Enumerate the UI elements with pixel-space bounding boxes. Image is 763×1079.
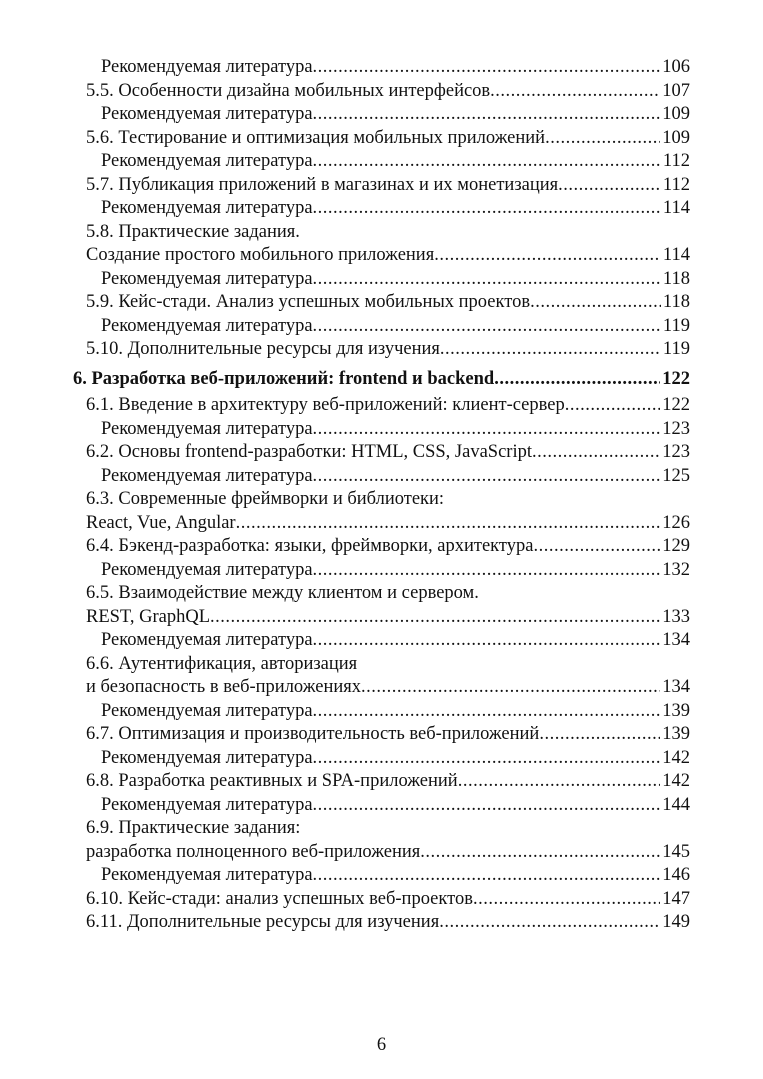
toc-entry-title: Рекомендуемая литература bbox=[101, 559, 313, 580]
toc-entry-page: 122 bbox=[662, 395, 690, 415]
toc-entry bbox=[0, 700, 763, 724]
dot-leader bbox=[473, 888, 660, 912]
toc-entry-title: 5.10. Дополнительные ресурсы для изучения bbox=[86, 339, 440, 359]
toc-entry-page: 134 bbox=[662, 630, 690, 650]
toc-entry bbox=[0, 535, 763, 559]
dot-leader bbox=[532, 441, 660, 465]
toc-entry bbox=[0, 441, 763, 465]
toc-entry-title: Рекомендуемая литература bbox=[101, 104, 313, 124]
toc-entry bbox=[0, 197, 763, 221]
toc-entry bbox=[0, 80, 763, 104]
toc-entry-page: 144 bbox=[662, 794, 690, 815]
dot-leader bbox=[565, 394, 661, 418]
toc-entry-title: 6.5. Взаимодействие между клиентом и сервером. bbox=[86, 583, 479, 603]
toc-entry-title: Создание простого мобильного приложения bbox=[86, 245, 435, 265]
toc-entry-title: React, Vue, Angular bbox=[86, 512, 236, 533]
dot-leader bbox=[558, 174, 661, 198]
toc-entry-page: 147 bbox=[662, 888, 690, 909]
toc-entry-title: Рекомендуемая литература bbox=[101, 747, 313, 768]
dot-leader bbox=[313, 864, 661, 888]
toc-entry-title: 5.9. Кейс-стади. Анализ успешных мобильных проектов bbox=[86, 292, 531, 312]
toc-entry-page: 139 bbox=[662, 724, 690, 744]
toc-entry-page: 145 bbox=[662, 841, 690, 862]
toc-entry-title: и безопасность в веб-приложениях bbox=[86, 677, 362, 697]
dot-leader bbox=[420, 841, 660, 865]
toc-entry-page: 123 bbox=[662, 442, 690, 462]
toc-entry bbox=[0, 653, 763, 677]
toc-entry-title: Рекомендуемая литература bbox=[101, 268, 313, 289]
toc-entry-page: 122 bbox=[662, 368, 690, 389]
toc-entry bbox=[0, 127, 763, 151]
toc-entry bbox=[0, 747, 763, 771]
toc-entry-title: Рекомендуемая литература bbox=[101, 865, 313, 885]
toc-entry-title: 6.6. Аутентификация, авторизация bbox=[86, 653, 358, 674]
toc-entry-title: 6.10. Кейс-стади: анализ успешных веб-проектов bbox=[86, 888, 473, 909]
dot-leader bbox=[361, 676, 660, 700]
toc-entry bbox=[0, 888, 763, 912]
table-of-contents bbox=[0, 56, 763, 935]
toc-entry-page: 107 bbox=[662, 80, 690, 101]
toc-entry-page: 118 bbox=[662, 292, 690, 312]
toc-entry-page: 112 bbox=[662, 174, 690, 195]
toc-entry-title: 6.3. Современные фреймворки и библиотеки: bbox=[86, 489, 445, 509]
toc-entry-page: 142 bbox=[662, 771, 690, 791]
toc-entry-page: 125 bbox=[662, 465, 690, 486]
toc-entry-title: 5.6. Тестирование и оптимизация мобильных приложений bbox=[86, 127, 546, 148]
dot-leader bbox=[313, 794, 661, 818]
toc-entry-title: 6.8. Разработка реактивных и SPA-приложений bbox=[86, 771, 458, 791]
toc-entry bbox=[0, 794, 763, 818]
dot-leader bbox=[494, 368, 660, 392]
toc-entry-title: Рекомендуемая литература bbox=[101, 198, 313, 218]
dot-leader bbox=[530, 291, 661, 315]
dot-leader bbox=[313, 103, 661, 127]
toc-entry bbox=[0, 606, 763, 630]
dot-leader bbox=[236, 512, 661, 536]
toc-entry bbox=[0, 174, 763, 198]
dot-leader bbox=[313, 559, 661, 583]
toc-entry-title: 5.8. Практические задания. bbox=[86, 221, 300, 242]
toc-entry-page: 106 bbox=[662, 57, 690, 77]
dot-leader bbox=[545, 127, 660, 151]
toc-entry-title: 6.7. Оптимизация и производительность веб-приложений bbox=[86, 724, 540, 744]
dot-leader bbox=[313, 418, 661, 442]
toc-entry bbox=[0, 817, 763, 841]
toc-entry bbox=[0, 368, 763, 392]
toc-entry bbox=[0, 150, 763, 174]
toc-entry bbox=[0, 338, 763, 362]
toc-entry-title: 5.5. Особенности дизайна мобильных интерфейсов bbox=[86, 80, 491, 101]
toc-entry bbox=[0, 559, 763, 583]
dot-leader bbox=[533, 535, 660, 559]
toc-entry bbox=[0, 864, 763, 888]
toc-entry-title: 6.9. Практические задания: bbox=[86, 818, 301, 838]
toc-entry bbox=[0, 841, 763, 865]
page-number: 6 bbox=[376, 1035, 387, 1055]
toc-entry-title: Рекомендуемая литература bbox=[101, 700, 313, 721]
dot-leader bbox=[313, 268, 661, 292]
dot-leader bbox=[539, 723, 660, 747]
toc-entry-page: 134 bbox=[662, 677, 690, 697]
dot-leader bbox=[440, 338, 661, 362]
toc-entry-page: 123 bbox=[662, 418, 690, 439]
toc-entry bbox=[0, 244, 763, 268]
toc-entry-page: 109 bbox=[662, 104, 690, 124]
toc-entry bbox=[0, 465, 763, 489]
toc-entry-page: 142 bbox=[662, 747, 690, 768]
dot-leader bbox=[313, 150, 661, 174]
toc-entry-title: Рекомендуемая литература bbox=[101, 57, 313, 77]
toc-entry-page: 114 bbox=[662, 245, 690, 265]
toc-entry-page: 112 bbox=[662, 151, 690, 171]
dot-leader bbox=[313, 465, 661, 489]
toc-entry bbox=[0, 770, 763, 794]
toc-entry-page: 118 bbox=[662, 268, 690, 289]
toc-entry-title: разработка полноценного веб-приложения bbox=[86, 841, 421, 862]
dot-leader bbox=[490, 80, 660, 104]
dot-leader bbox=[458, 770, 661, 794]
toc-entry-page: 139 bbox=[662, 700, 690, 721]
toc-entry bbox=[0, 488, 763, 512]
toc-entry-page: 146 bbox=[662, 865, 690, 885]
toc-entry-page: 129 bbox=[662, 536, 690, 556]
toc-entry bbox=[0, 268, 763, 292]
toc-entry-title: 5.7. Публикация приложений в магазинах и их монетизация bbox=[86, 174, 559, 195]
dot-leader bbox=[313, 315, 661, 339]
toc-entry bbox=[0, 723, 763, 747]
toc-entry-title: REST, GraphQL bbox=[86, 606, 210, 627]
toc-entry-title: Рекомендуемая литература bbox=[101, 794, 313, 815]
toc-entry bbox=[0, 582, 763, 606]
toc-entry bbox=[0, 418, 763, 442]
toc-entry bbox=[0, 394, 763, 418]
toc-entry bbox=[0, 629, 763, 653]
dot-leader bbox=[313, 747, 661, 771]
toc-entry bbox=[0, 56, 763, 80]
dot-leader bbox=[434, 244, 661, 268]
toc-entry bbox=[0, 315, 763, 339]
toc-entry-title: Рекомендуемая литература bbox=[101, 465, 313, 486]
dot-leader bbox=[210, 606, 660, 630]
toc-entry-page: 149 bbox=[662, 912, 690, 932]
toc-entry-page: 133 bbox=[662, 606, 690, 627]
toc-entry bbox=[0, 676, 763, 700]
toc-entry-page: 114 bbox=[662, 198, 690, 218]
toc-entry-page: 119 bbox=[662, 339, 690, 359]
dot-leader bbox=[313, 197, 661, 221]
dot-leader bbox=[313, 629, 661, 653]
toc-entry-title: 6. Разработка веб-приложений: frontend и backend bbox=[73, 368, 495, 389]
toc-entry-title: 6.11. Дополнительные ресурсы для изучения bbox=[86, 912, 440, 932]
toc-entry-title: Рекомендуемая литература bbox=[101, 418, 313, 439]
toc-entry-title: Рекомендуемая литература bbox=[101, 630, 313, 650]
toc-entry bbox=[0, 103, 763, 127]
toc-entry bbox=[0, 911, 763, 935]
toc-entry-title: Рекомендуемая литература bbox=[101, 315, 313, 336]
toc-entry-title: 6.2. Основы frontend-разработки: HTML, CSS, JavaScript bbox=[86, 442, 532, 462]
toc-entry-page: 132 bbox=[662, 559, 690, 580]
toc-entry-title: 6.1. Введение в архитектуру веб-приложений: клиент-сервер bbox=[86, 395, 565, 415]
dot-leader bbox=[313, 56, 661, 80]
dot-leader bbox=[439, 911, 660, 935]
toc-entry-page: 119 bbox=[662, 315, 690, 336]
toc-entry bbox=[0, 291, 763, 315]
toc-entry-title: 6.4. Бэкенд-разработка: языки, фреймворки, архитектура bbox=[86, 536, 534, 556]
dot-leader bbox=[313, 700, 661, 724]
toc-entry-page: 126 bbox=[662, 512, 690, 533]
toc-entry-page: 109 bbox=[662, 127, 690, 148]
toc-entry bbox=[0, 512, 763, 536]
toc-entry-title: Рекомендуемая литература bbox=[101, 151, 313, 171]
toc-entry bbox=[0, 221, 763, 245]
